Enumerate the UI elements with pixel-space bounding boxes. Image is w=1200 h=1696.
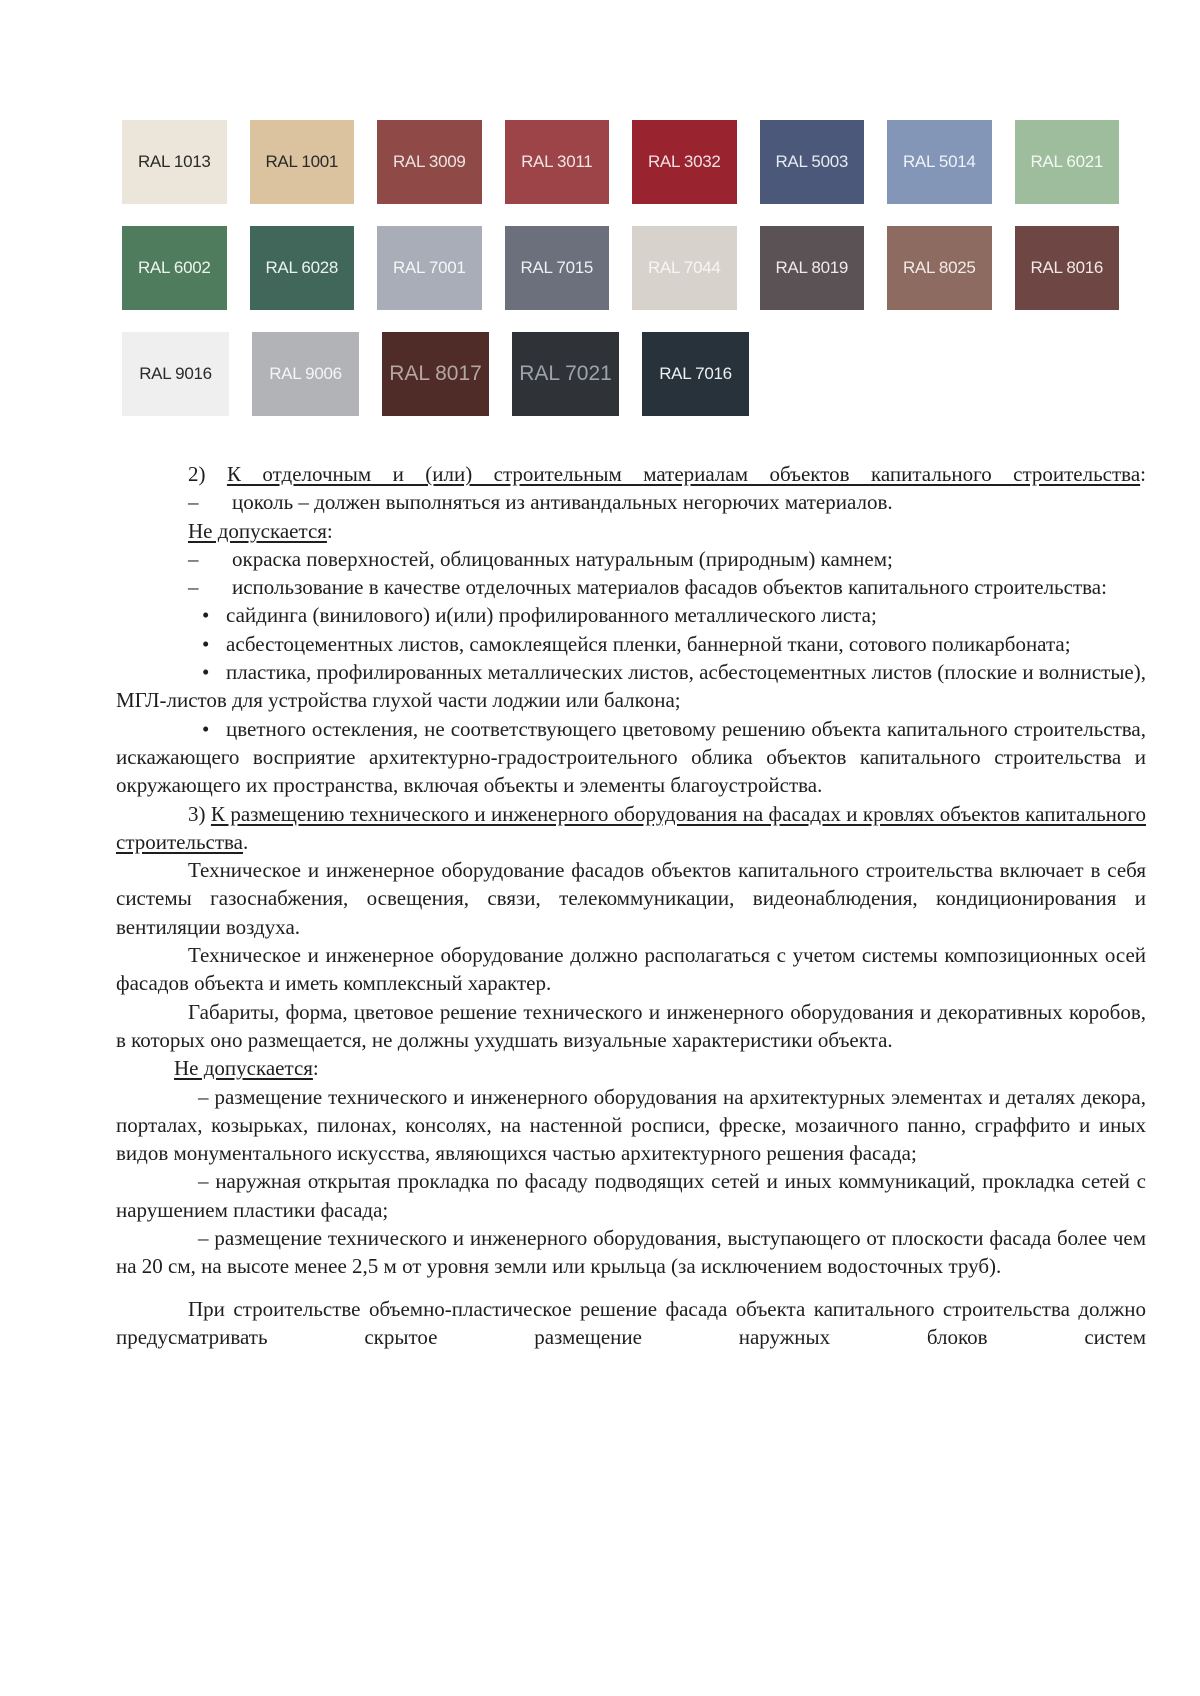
section-title: К отделочным и (или) строительным материалам объектов капитального строительства [226, 462, 1141, 486]
section-number: 3) [188, 801, 206, 826]
dash-marker: – [198, 1169, 209, 1194]
color-swatch: RAL 7001 [377, 226, 482, 310]
color-swatch: RAL 8025 [887, 226, 992, 310]
paragraph: При строительстве объемно-пластическое решение фасада объекта капитального строительства должно предусматривать скрытое размещение наружных блоков систем [116, 1296, 1146, 1349]
bullet-marker: • [202, 716, 210, 741]
color-swatch: RAL 3009 [377, 120, 482, 204]
paragraph: Габариты, форма, цветовое решение технического и инженерного оборудования и декоративных коробов, в которых оно размещается, не должны ухудшать визуальные характеристики объекта. [116, 999, 1146, 1052]
color-swatch: RAL 7044 [632, 226, 737, 310]
color-swatch: RAL 1001 [250, 120, 355, 204]
list-item: – наружная открытая прокладка по фасаду подводящих сетей и иных коммуникаций, прокладка сетей с нарушением пластики фасада; [116, 1169, 1147, 1222]
dash-marker: – [198, 1084, 209, 1109]
color-swatch: RAL 3032 [632, 120, 737, 204]
color-swatch: RAL 3011 [505, 120, 610, 204]
not-allowed-label: Не допускается: [174, 1056, 319, 1081]
color-swatch: RAL 7021 [512, 332, 619, 416]
list-item: – цоколь – должен выполняться из антивандальных негорючих материалов. [116, 488, 1146, 516]
swatch-row [122, 120, 1142, 204]
color-swatch: RAL 9006 [252, 332, 359, 416]
color-swatch: RAL 7016 [642, 332, 749, 416]
bullet-marker: • [202, 603, 210, 628]
color-swatch: RAL 8019 [760, 226, 865, 310]
list-item: – использование в качестве отделочных материалов фасадов объектов капитального строительства: [116, 573, 1146, 601]
paragraph: Техническое и инженерное оборудование должно располагаться с учетом системы композиционных осей фасадов объекта и иметь комплексный характер. [116, 943, 1146, 996]
swatch-row [122, 226, 1142, 310]
bullet-marker: • [202, 631, 210, 656]
dash-marker: – [188, 546, 199, 571]
list-item: – окраска поверхностей, облицованных натуральным (природным) камнем; [116, 545, 1146, 573]
dash-marker: – [188, 575, 199, 600]
color-swatch: RAL 6021 [1015, 120, 1120, 204]
swatch-row [122, 332, 1142, 416]
bullet-item: • сайдинга (винилового) и(или) профилированного металлического листа; [116, 601, 1146, 629]
ral-color-palette [122, 120, 1142, 438]
color-swatch: RAL 8017 [382, 332, 489, 416]
color-swatch: RAL 7015 [505, 226, 610, 310]
bullet-item: • пластика, профилированных металлических листов, асбестоцементных листов (плоские и волнистые), МГЛ-листов для устройства глухой части лоджии или балкона; [116, 660, 1146, 713]
list-item: – размещение технического и инженерного оборудования, выступающего от плоскости фасада более чем на 20 см, на высоте менее 2,5 м от уровня земли или крыльца (за исключением водосточных труб). [116, 1226, 1146, 1279]
dash-marker: – [188, 490, 199, 515]
document-body [116, 460, 1146, 1351]
color-swatch: RAL 5014 [887, 120, 992, 204]
section-number: 2) [188, 462, 206, 486]
color-swatch: RAL 9016 [122, 332, 229, 416]
color-swatch: RAL 6028 [250, 226, 355, 310]
section-title: К размещению технического и инженерного оборудования на фасадах и кровлях объектов капитального строительства [116, 801, 1147, 854]
bullet-item: • асбестоцементных листов, самоклеящейся пленки, баннерной ткани, сотового поликарбоната; [116, 630, 1146, 658]
section-2-heading: 2) К отделочным и (или) строительным материалам объектов капитального строительства: [188, 462, 1146, 486]
spacer [116, 1281, 1146, 1295]
color-swatch: RAL 1013 [122, 120, 227, 204]
not-allowed-label: Не допускается: [188, 518, 333, 543]
bullet-marker: • [202, 660, 210, 685]
list-item: – размещение технического и инженерного оборудования на архитектурных элементах и деталях декора, порталах, козырьках, пилонах, консолях, на настенной росписи, фреске, мозаичного панно, сграффито и иных видов монументального искусства, являющихся частью архитектурного решения фасада; [116, 1084, 1147, 1166]
color-swatch: RAL 8016 [1015, 226, 1120, 310]
bullet-item: • цветного остекления, не соответствующего цветовому решению объекта капитального строительства, искажающего восприятие архитектурно-градостроительного облика объектов капитального строительства и окружающего их пространства, включая объекты и элементы благоустройства. [116, 716, 1146, 798]
dash-marker: – [198, 1226, 209, 1251]
color-swatch: RAL 5003 [760, 120, 865, 204]
color-swatch: RAL 6002 [122, 226, 227, 310]
paragraph: Техническое и инженерное оборудование фасадов объектов капитального строительства включает в себя системы газоснабжения, освещения, связи, телекоммуникации, видеонаблюдения, кондиционирования и вентиляции воздуха. [116, 858, 1146, 939]
section-3-heading: 3) К размещению технического и инженерного оборудования на фасадах и кровлях объектов капитального строительства. [116, 801, 1147, 854]
